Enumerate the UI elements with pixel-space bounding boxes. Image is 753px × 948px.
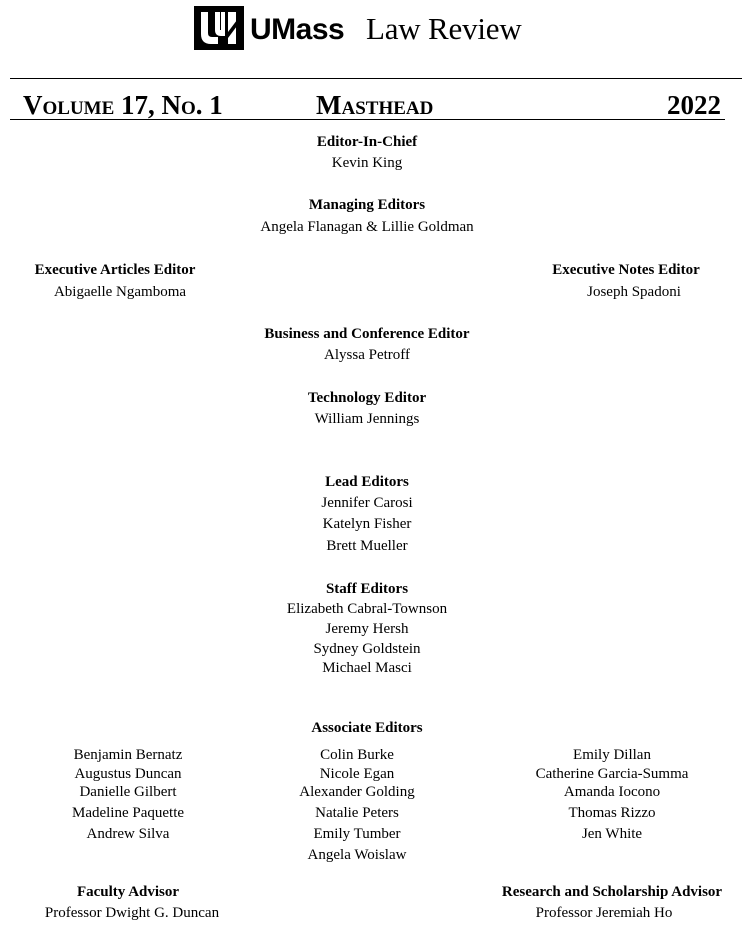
associate-editor-name: Andrew Silva [86,826,170,842]
umass-law-review-logo [194,6,534,52]
staff-editor-name: Sydney Goldstein [313,641,421,657]
staff-editor-name: Elizabeth Cabral-Townson [286,601,448,617]
executive-articles-editor-title: Executive Articles Editor [34,262,196,278]
associate-editor-name: Natalie Peters [315,805,399,821]
faculty-advisor-name: Professor Dwight G. Duncan [44,905,220,921]
editor-in-chief-title: Editor-In-Chief [316,134,418,150]
technology-editor-name: William Jennings [314,411,420,427]
executive-notes-editor-name: Joseph Spadoni [587,284,681,300]
umass-logo-mark-icon [194,6,244,50]
research-advisor-title: Research and Scholarship Advisor [501,884,723,900]
managing-editors-names: Angela Flanagan & Lillie Goldman [260,219,474,235]
associate-editor-name: Nicole Egan [319,766,395,782]
volume-year: 2022 [667,90,721,120]
editor-in-chief-name: Kevin King [331,155,403,171]
staff-editor-name: Jeremy Hersh [325,621,409,637]
associate-editor-name: Augustus Duncan [74,766,182,782]
header-divider [10,119,725,120]
technology-editor-title: Technology Editor [307,390,427,406]
associate-editor-name: Amanda Iocono [563,784,661,800]
executive-articles-editor-name: Abigaelle Ngamboma [53,284,187,300]
volume-number: Volume 17, No. 1 [23,90,223,120]
lead-editor-name: Jennifer Carosi [321,495,413,511]
logo-brand-text: UMass [250,13,345,46]
associate-editor-name: Emily Dillan [573,747,651,763]
associate-editor-name: Benjamin Bernatz [73,747,183,763]
top-divider [10,78,742,79]
lead-editor-name: Katelyn Fisher [322,516,412,532]
associate-editor-name: Emily Tumber [313,826,401,842]
associate-editor-name: Catherine Garcia-Summa [535,766,689,782]
associate-editor-name: Colin Burke [320,747,394,763]
associate-editors-title: Associate Editors [311,720,423,736]
research-advisor-name: Professor Jeremiah Ho [535,905,673,921]
associate-editor-name: Angela Woislaw [307,847,407,863]
executive-notes-editor-title: Executive Notes Editor [552,262,700,278]
staff-editor-name: Michael Masci [322,660,412,676]
lead-editors-title: Lead Editors [325,474,409,490]
faculty-advisor-title: Faculty Advisor [76,884,180,900]
staff-editors-title: Staff Editors [325,581,409,597]
associate-editor-name: Madeline Paquette [71,805,185,821]
associate-editor-name: Alexander Golding [299,784,415,800]
managing-editors-title: Managing Editors [308,197,426,213]
business-conference-editor-name: Alyssa Petroff [324,347,410,363]
lead-editor-name: Brett Mueller [326,538,408,554]
logo-publication-text: Law Review [366,11,522,46]
associate-editor-name: Thomas Rizzo [568,805,656,821]
business-conference-editor-title: Business and Conference Editor [264,326,470,342]
page-title: Masthead [316,90,434,120]
associate-editor-name: Jen White [581,826,643,842]
associate-editor-name: Danielle Gilbert [79,784,177,800]
